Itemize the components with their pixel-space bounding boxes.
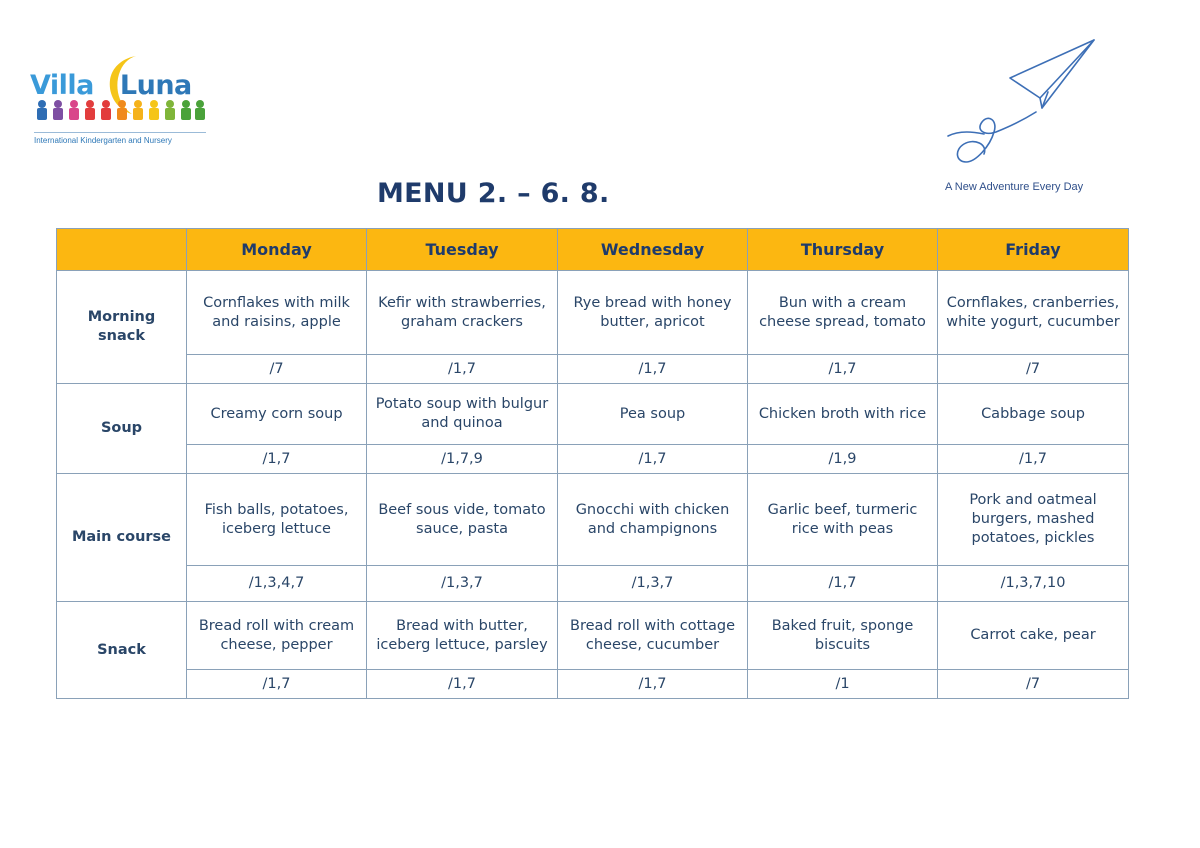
meal-cell: Kefir with strawberries, graham crackers xyxy=(367,271,558,355)
allergen-cell: /1,7 xyxy=(748,566,938,602)
allergen-cell: /1,7 xyxy=(367,355,558,384)
allergen-cell: /7 xyxy=(187,355,367,384)
allergen-cell: /1,7 xyxy=(187,445,367,474)
villa-luna-logo xyxy=(28,52,208,152)
logo-name-villa: Villa xyxy=(30,70,94,101)
meal-cell: Fish balls, potatoes, iceberg lettuce xyxy=(187,474,367,566)
allergen-cell: /1,7 xyxy=(938,445,1129,474)
allergen-cell: /1,3,7 xyxy=(367,566,558,602)
meal-cell: Creamy corn soup xyxy=(187,384,367,445)
meal-row-snack xyxy=(57,602,1129,670)
logo-name xyxy=(30,70,192,101)
menu-table xyxy=(56,228,1129,699)
allergen-cell: /1,7 xyxy=(558,670,748,699)
header-row xyxy=(57,229,1129,271)
allergen-cell: /7 xyxy=(938,355,1129,384)
meal-cell: Bread with butter, iceberg lettuce, parsley xyxy=(367,602,558,670)
meal-cell: Potato soup with bulgur and quinoa xyxy=(367,384,558,445)
allergen-cell: /1,7 xyxy=(187,670,367,699)
allergen-cell: /1 xyxy=(748,670,938,699)
header-corner xyxy=(57,229,187,271)
meal-label: Morning snack xyxy=(57,271,187,384)
meal-cell: Chicken broth with rice xyxy=(748,384,938,445)
day-header-friday: Friday xyxy=(938,229,1129,271)
meal-cell: Beef sous vide, tomato sauce, pasta xyxy=(367,474,558,566)
allergen-row-morning-snack xyxy=(57,355,1129,384)
allergen-row-soup xyxy=(57,445,1129,474)
meal-cell: Bun with a cream cheese spread, tomato xyxy=(748,271,938,355)
allergen-cell: /1,7 xyxy=(558,445,748,474)
meal-row-morning-snack xyxy=(57,271,1129,355)
meal-cell: Garlic beef, turmeric rice with peas xyxy=(748,474,938,566)
day-header-wednesday: Wednesday xyxy=(558,229,748,271)
allergen-row-main-course xyxy=(57,566,1129,602)
tagline: A New Adventure Every Day xyxy=(945,181,1084,193)
allergen-cell: /1,3,7 xyxy=(558,566,748,602)
meal-row-main-course xyxy=(57,474,1129,566)
meal-cell: Carrot cake, pear xyxy=(938,602,1129,670)
allergen-cell: /1,7 xyxy=(558,355,748,384)
meal-label: Soup xyxy=(57,384,187,474)
meal-cell: Cabbage soup xyxy=(938,384,1129,445)
meal-row-soup xyxy=(57,384,1129,445)
meal-label: Main course xyxy=(57,474,187,602)
meal-cell: Bread roll with cottage cheese, cucumber xyxy=(558,602,748,670)
allergen-cell: /1,7,9 xyxy=(367,445,558,474)
logo-divider xyxy=(34,132,206,133)
allergen-cell: /1,7 xyxy=(367,670,558,699)
meal-cell: Pork and oatmeal burgers, mashed potatoes, pickles xyxy=(938,474,1129,566)
meal-cell: Pea soup xyxy=(558,384,748,445)
meal-cell: Cornflakes with milk and raisins, apple xyxy=(187,271,367,355)
page-title: MENU 2. – 6. 8. xyxy=(377,178,610,209)
allergen-row-snack xyxy=(57,670,1129,699)
day-header-thursday: Thursday xyxy=(748,229,938,271)
paper-plane-icon xyxy=(940,36,1110,176)
meal-cell: Cornflakes, cranberries, white yogurt, cucumber xyxy=(938,271,1129,355)
allergen-cell: /7 xyxy=(938,670,1129,699)
logo-subtitle: International Kindergarten and Nursery xyxy=(34,136,172,145)
day-header-monday: Monday xyxy=(187,229,367,271)
allergen-cell: /1,3,7,10 xyxy=(938,566,1129,602)
day-header-tuesday: Tuesday xyxy=(367,229,558,271)
meal-cell: Baked fruit, sponge biscuits xyxy=(748,602,938,670)
meal-cell: Gnocchi with chicken and champignons xyxy=(558,474,748,566)
logo-name-luna: Luna xyxy=(119,70,192,101)
meal-label: Snack xyxy=(57,602,187,699)
allergen-cell: /1,9 xyxy=(748,445,938,474)
allergen-cell: /1,3,4,7 xyxy=(187,566,367,602)
allergen-cell: /1,7 xyxy=(748,355,938,384)
meal-cell: Rye bread with honey butter, apricot xyxy=(558,271,748,355)
meal-cell: Bread roll with cream cheese, pepper xyxy=(187,602,367,670)
